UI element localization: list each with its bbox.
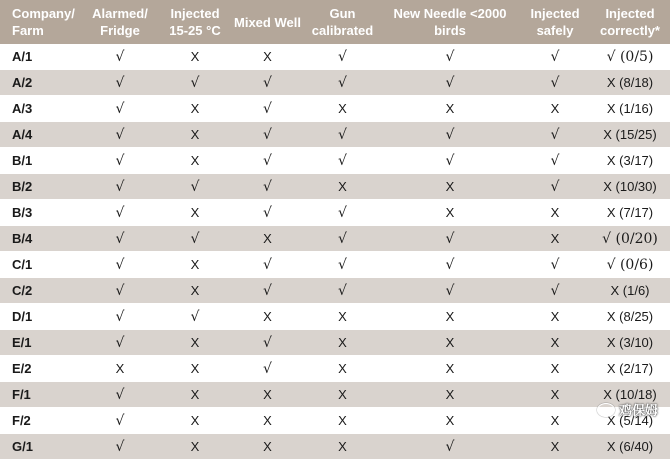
cross-mark: X bbox=[550, 387, 560, 402]
check-mark: √ bbox=[263, 74, 272, 91]
check-mark: √ bbox=[550, 152, 560, 169]
check-mark: √ bbox=[550, 74, 560, 91]
cell-company-farm bbox=[0, 278, 80, 304]
cell-injected-temp bbox=[160, 252, 230, 278]
cell-injected-safely bbox=[520, 356, 590, 382]
cell-injected-safely bbox=[520, 226, 590, 252]
cross-mark: X (3/17) bbox=[606, 153, 654, 168]
cell-injected-correctly bbox=[590, 330, 670, 356]
check-mark: √ (0/5) bbox=[606, 48, 654, 65]
cell-company-farm bbox=[0, 408, 80, 434]
cell-injected-safely bbox=[520, 122, 590, 148]
check-mark: √ bbox=[190, 74, 200, 91]
cross-mark: X bbox=[190, 439, 200, 454]
cross-mark: X (10/18) bbox=[603, 387, 657, 402]
table-row bbox=[0, 96, 670, 122]
cross-mark: X (8/25) bbox=[606, 309, 654, 324]
cross-mark: X bbox=[190, 205, 200, 220]
cell-alarmed-fridge bbox=[80, 96, 160, 122]
check-mark: √ bbox=[115, 204, 125, 221]
cell-gun-calibrated bbox=[305, 174, 380, 200]
cell-mixed-well bbox=[230, 408, 305, 434]
cell-gun-calibrated bbox=[305, 200, 380, 226]
check-mark: √ bbox=[115, 74, 125, 91]
farm-id: F/1 bbox=[12, 387, 31, 402]
cell-new-needle bbox=[380, 96, 520, 122]
check-mark: √ bbox=[263, 204, 272, 221]
cross-mark: X bbox=[338, 361, 347, 376]
cell-company-farm bbox=[0, 434, 80, 460]
col-header-injected-correctly: Injected correctly* bbox=[590, 0, 670, 44]
cell-injected-temp bbox=[160, 96, 230, 122]
cell-injected-correctly bbox=[590, 174, 670, 200]
check-mark: √ bbox=[445, 438, 455, 455]
cross-mark: X bbox=[263, 49, 272, 64]
table-row bbox=[0, 70, 670, 96]
cell-alarmed-fridge bbox=[80, 174, 160, 200]
cell-gun-calibrated bbox=[305, 148, 380, 174]
cell-new-needle bbox=[380, 122, 520, 148]
check-mark: √ bbox=[263, 360, 272, 377]
cell-injected-temp bbox=[160, 434, 230, 460]
cell-new-needle bbox=[380, 174, 520, 200]
col-header-gun-calibrated: Gun calibrated bbox=[305, 0, 380, 44]
check-mark: √ bbox=[263, 152, 272, 169]
cell-injected-correctly bbox=[590, 226, 670, 252]
check-mark: √ bbox=[263, 100, 272, 117]
cross-mark: X (3/10) bbox=[606, 335, 654, 350]
check-mark: √ bbox=[115, 178, 125, 195]
cell-company-farm bbox=[0, 70, 80, 96]
table-row bbox=[0, 434, 670, 460]
cross-mark: X bbox=[550, 335, 560, 350]
wechat-icon bbox=[597, 403, 615, 417]
cross-mark: X bbox=[263, 413, 272, 428]
cell-injected-safely bbox=[520, 70, 590, 96]
farm-id: A/3 bbox=[12, 101, 33, 116]
cross-mark: X bbox=[190, 153, 200, 168]
cell-mixed-well bbox=[230, 278, 305, 304]
cross-mark: X bbox=[190, 413, 200, 428]
cell-injected-correctly bbox=[590, 148, 670, 174]
farm-id: D/1 bbox=[12, 309, 33, 324]
table-row bbox=[0, 356, 670, 382]
cell-alarmed-fridge bbox=[80, 226, 160, 252]
cell-alarmed-fridge bbox=[80, 200, 160, 226]
cell-injected-temp bbox=[160, 70, 230, 96]
cell-new-needle bbox=[380, 382, 520, 408]
cross-mark: X bbox=[550, 361, 560, 376]
cell-injected-temp bbox=[160, 226, 230, 252]
table-row bbox=[0, 174, 670, 200]
cell-alarmed-fridge bbox=[80, 382, 160, 408]
table-row bbox=[0, 382, 670, 408]
cell-injected-safely bbox=[520, 434, 590, 460]
cell-company-farm bbox=[0, 356, 80, 382]
cross-mark: X bbox=[263, 231, 272, 246]
cross-mark: X bbox=[550, 205, 560, 220]
cross-mark: X bbox=[338, 309, 347, 324]
cross-mark: X bbox=[550, 439, 560, 454]
check-mark: √ bbox=[338, 282, 347, 299]
cell-injected-temp bbox=[160, 44, 230, 70]
table-body bbox=[0, 44, 670, 460]
cell-injected-correctly bbox=[590, 434, 670, 460]
cross-mark: X bbox=[190, 49, 200, 64]
table-row bbox=[0, 330, 670, 356]
cell-alarmed-fridge bbox=[80, 44, 160, 70]
cell-new-needle bbox=[380, 148, 520, 174]
check-mark: √ bbox=[338, 48, 347, 65]
cross-mark: X bbox=[338, 439, 347, 454]
check-mark: √ bbox=[115, 230, 125, 247]
cell-mixed-well bbox=[230, 304, 305, 330]
col-header-new-needle: New Needle <2000 birds bbox=[380, 0, 520, 44]
cell-gun-calibrated bbox=[305, 304, 380, 330]
check-mark: √ bbox=[115, 334, 125, 351]
check-mark: √ bbox=[338, 126, 347, 143]
cell-new-needle bbox=[380, 408, 520, 434]
farm-id: A/1 bbox=[12, 49, 33, 64]
cell-mixed-well bbox=[230, 122, 305, 148]
check-mark: √ bbox=[115, 412, 125, 429]
cell-company-farm bbox=[0, 174, 80, 200]
farm-id: E/2 bbox=[12, 361, 32, 376]
cell-new-needle bbox=[380, 304, 520, 330]
cell-injected-temp bbox=[160, 122, 230, 148]
cell-gun-calibrated bbox=[305, 122, 380, 148]
cell-injected-safely bbox=[520, 96, 590, 122]
check-mark: √ bbox=[445, 282, 455, 299]
farm-id: F/2 bbox=[12, 413, 31, 428]
farm-id: A/4 bbox=[12, 127, 33, 142]
farm-id: B/2 bbox=[12, 179, 33, 194]
farm-id: E/1 bbox=[12, 335, 32, 350]
cell-mixed-well bbox=[230, 434, 305, 460]
watermark-text: 鸡保姆 bbox=[618, 403, 658, 418]
cell-injected-temp bbox=[160, 408, 230, 434]
cell-injected-safely bbox=[520, 330, 590, 356]
col-header-mixed-well: Mixed Well bbox=[230, 0, 305, 44]
cell-new-needle bbox=[380, 226, 520, 252]
check-mark: √ bbox=[115, 256, 125, 273]
cross-mark: X bbox=[190, 257, 200, 272]
check-mark: √ bbox=[445, 230, 455, 247]
cell-injected-correctly bbox=[590, 44, 670, 70]
farm-id: B/4 bbox=[12, 231, 33, 246]
cross-mark: X bbox=[445, 309, 455, 324]
check-mark: √ bbox=[338, 230, 347, 247]
cross-mark: X bbox=[550, 413, 560, 428]
cross-mark: X bbox=[190, 335, 200, 350]
cell-company-farm bbox=[0, 252, 80, 278]
cell-mixed-well bbox=[230, 226, 305, 252]
header-row bbox=[0, 0, 670, 44]
check-mark: √ bbox=[115, 126, 125, 143]
cross-mark: X bbox=[190, 101, 200, 116]
cell-injected-temp bbox=[160, 304, 230, 330]
cell-new-needle bbox=[380, 200, 520, 226]
cell-injected-temp bbox=[160, 278, 230, 304]
check-mark: √ bbox=[338, 152, 347, 169]
cell-alarmed-fridge bbox=[80, 252, 160, 278]
cell-injected-correctly bbox=[590, 304, 670, 330]
cell-gun-calibrated bbox=[305, 278, 380, 304]
cell-new-needle bbox=[380, 278, 520, 304]
cross-mark: X bbox=[445, 361, 455, 376]
cell-new-needle bbox=[380, 252, 520, 278]
table-row bbox=[0, 408, 670, 434]
col-header-injected-safely: Injected safely bbox=[520, 0, 590, 44]
cross-mark: X bbox=[115, 361, 125, 376]
cell-alarmed-fridge bbox=[80, 408, 160, 434]
check-mark: √ bbox=[190, 230, 200, 247]
farm-id: A/2 bbox=[12, 75, 33, 90]
check-mark: √ bbox=[550, 256, 560, 273]
cell-gun-calibrated bbox=[305, 44, 380, 70]
cell-mixed-well bbox=[230, 356, 305, 382]
table-row bbox=[0, 252, 670, 278]
cell-injected-safely bbox=[520, 304, 590, 330]
table-row bbox=[0, 148, 670, 174]
cell-injected-correctly bbox=[590, 252, 670, 278]
cell-new-needle bbox=[380, 356, 520, 382]
cell-alarmed-fridge bbox=[80, 434, 160, 460]
cell-injected-temp bbox=[160, 382, 230, 408]
cell-injected-temp bbox=[160, 148, 230, 174]
cell-mixed-well bbox=[230, 382, 305, 408]
cell-mixed-well bbox=[230, 330, 305, 356]
check-mark: √ bbox=[550, 48, 560, 65]
cell-alarmed-fridge bbox=[80, 70, 160, 96]
farm-id: C/1 bbox=[12, 257, 33, 272]
cell-mixed-well bbox=[230, 70, 305, 96]
cell-mixed-well bbox=[230, 200, 305, 226]
cross-mark: X (2/17) bbox=[606, 361, 654, 376]
cell-mixed-well bbox=[230, 44, 305, 70]
cross-mark: X bbox=[338, 335, 347, 350]
cross-mark: X bbox=[263, 439, 272, 454]
cross-mark: X (1/16) bbox=[606, 101, 654, 116]
cross-mark: X bbox=[190, 387, 200, 402]
cell-injected-correctly bbox=[590, 122, 670, 148]
cell-mixed-well bbox=[230, 148, 305, 174]
cell-gun-calibrated bbox=[305, 434, 380, 460]
cell-company-farm bbox=[0, 382, 80, 408]
cell-alarmed-fridge bbox=[80, 148, 160, 174]
cross-mark: X bbox=[263, 387, 272, 402]
cross-mark: X bbox=[338, 179, 347, 194]
cell-injected-safely bbox=[520, 44, 590, 70]
cross-mark: X (7/17) bbox=[606, 205, 654, 220]
cross-mark: X bbox=[445, 335, 455, 350]
cell-company-farm bbox=[0, 304, 80, 330]
cross-mark: X bbox=[445, 179, 455, 194]
cross-mark: X bbox=[338, 101, 347, 116]
cell-gun-calibrated bbox=[305, 96, 380, 122]
cell-mixed-well bbox=[230, 174, 305, 200]
farm-id: B/1 bbox=[12, 153, 33, 168]
cross-mark: X (10/30) bbox=[603, 179, 657, 194]
table-row bbox=[0, 304, 670, 330]
check-mark: √ bbox=[115, 152, 125, 169]
cross-mark: X (6/40) bbox=[606, 439, 654, 454]
check-mark: √ bbox=[263, 178, 272, 195]
cell-injected-correctly bbox=[590, 356, 670, 382]
watermark bbox=[597, 400, 658, 419]
table-row bbox=[0, 122, 670, 148]
cross-mark: X bbox=[550, 101, 560, 116]
col-header-injected-temp: Injected 15-25 °C bbox=[160, 0, 230, 44]
check-mark: √ bbox=[263, 126, 272, 143]
cell-injected-safely bbox=[520, 382, 590, 408]
check-mark: √ bbox=[263, 256, 272, 273]
cell-new-needle bbox=[380, 44, 520, 70]
cell-injected-safely bbox=[520, 252, 590, 278]
check-mark: √ (0/20) bbox=[602, 230, 658, 247]
cell-alarmed-fridge bbox=[80, 304, 160, 330]
cell-mixed-well bbox=[230, 96, 305, 122]
col-header-company-farm: Company/ Farm bbox=[0, 0, 80, 44]
cell-company-farm bbox=[0, 122, 80, 148]
cell-injected-safely bbox=[520, 200, 590, 226]
cell-injected-correctly bbox=[590, 70, 670, 96]
check-mark: √ bbox=[445, 48, 455, 65]
table-row bbox=[0, 44, 670, 70]
farm-id: B/3 bbox=[12, 205, 33, 220]
cell-gun-calibrated bbox=[305, 330, 380, 356]
table-row bbox=[0, 200, 670, 226]
cell-company-farm bbox=[0, 200, 80, 226]
table-header bbox=[0, 0, 670, 44]
cell-injected-temp bbox=[160, 200, 230, 226]
cross-mark: X bbox=[190, 283, 200, 298]
check-mark: √ bbox=[338, 256, 347, 273]
check-mark: √ bbox=[445, 256, 455, 273]
check-mark: √ bbox=[338, 204, 347, 221]
cell-injected-correctly bbox=[590, 96, 670, 122]
cell-company-farm bbox=[0, 96, 80, 122]
farm-id: G/1 bbox=[12, 439, 33, 454]
cell-new-needle bbox=[380, 70, 520, 96]
cross-mark: X bbox=[445, 387, 455, 402]
check-mark: √ bbox=[445, 74, 455, 91]
cross-mark: X bbox=[550, 231, 560, 246]
cell-alarmed-fridge bbox=[80, 356, 160, 382]
cross-mark: X bbox=[190, 361, 200, 376]
cell-alarmed-fridge bbox=[80, 122, 160, 148]
cell-injected-temp bbox=[160, 330, 230, 356]
check-mark: √ bbox=[115, 438, 125, 455]
cross-mark: X (1/6) bbox=[610, 283, 650, 298]
cell-mixed-well bbox=[230, 252, 305, 278]
check-mark: √ bbox=[445, 152, 455, 169]
check-mark: √ bbox=[115, 282, 125, 299]
cross-mark: X bbox=[190, 127, 200, 142]
cell-gun-calibrated bbox=[305, 70, 380, 96]
cross-mark: X bbox=[338, 387, 347, 402]
cell-injected-temp bbox=[160, 356, 230, 382]
check-mark: √ bbox=[263, 334, 272, 351]
cell-gun-calibrated bbox=[305, 382, 380, 408]
cell-alarmed-fridge bbox=[80, 330, 160, 356]
check-mark: √ bbox=[550, 126, 560, 143]
check-mark: √ bbox=[115, 48, 125, 65]
cell-new-needle bbox=[380, 330, 520, 356]
cross-mark: X bbox=[445, 205, 455, 220]
check-mark: √ bbox=[550, 178, 560, 195]
col-header-alarmed-fridge: Alarmed/ Fridge bbox=[80, 0, 160, 44]
check-mark: √ bbox=[190, 178, 200, 195]
cell-injected-safely bbox=[520, 408, 590, 434]
check-mark: √ bbox=[338, 74, 347, 91]
cell-gun-calibrated bbox=[305, 356, 380, 382]
check-mark: √ bbox=[115, 308, 125, 325]
cell-gun-calibrated bbox=[305, 252, 380, 278]
cell-gun-calibrated bbox=[305, 226, 380, 252]
table-row bbox=[0, 226, 670, 252]
check-mark: √ bbox=[115, 100, 125, 117]
cell-gun-calibrated bbox=[305, 408, 380, 434]
farm-id: C/2 bbox=[12, 283, 33, 298]
cell-injected-temp bbox=[160, 174, 230, 200]
cell-injected-safely bbox=[520, 148, 590, 174]
cell-injected-safely bbox=[520, 174, 590, 200]
cross-mark: X (15/25) bbox=[603, 127, 657, 142]
cell-injected-correctly bbox=[590, 200, 670, 226]
cell-company-farm bbox=[0, 330, 80, 356]
check-mark: √ bbox=[445, 126, 455, 143]
cross-mark: X bbox=[263, 309, 272, 324]
check-mark: √ bbox=[115, 386, 125, 403]
check-mark: √ (0/6) bbox=[606, 256, 654, 273]
cross-mark: X (8/18) bbox=[606, 75, 654, 90]
cell-company-farm bbox=[0, 44, 80, 70]
cross-mark: X bbox=[338, 413, 347, 428]
cell-company-farm bbox=[0, 226, 80, 252]
check-mark: √ bbox=[190, 308, 200, 325]
cell-alarmed-fridge bbox=[80, 278, 160, 304]
cell-company-farm bbox=[0, 148, 80, 174]
cell-new-needle bbox=[380, 434, 520, 460]
cross-mark: X bbox=[550, 309, 560, 324]
table-row bbox=[0, 278, 670, 304]
cell-injected-correctly bbox=[590, 278, 670, 304]
cross-mark: X (5/14) bbox=[606, 413, 654, 428]
cross-mark: X bbox=[445, 413, 455, 428]
cross-mark: X bbox=[445, 101, 455, 116]
check-mark: √ bbox=[550, 282, 560, 299]
cell-injected-safely bbox=[520, 278, 590, 304]
check-mark: √ bbox=[263, 282, 272, 299]
